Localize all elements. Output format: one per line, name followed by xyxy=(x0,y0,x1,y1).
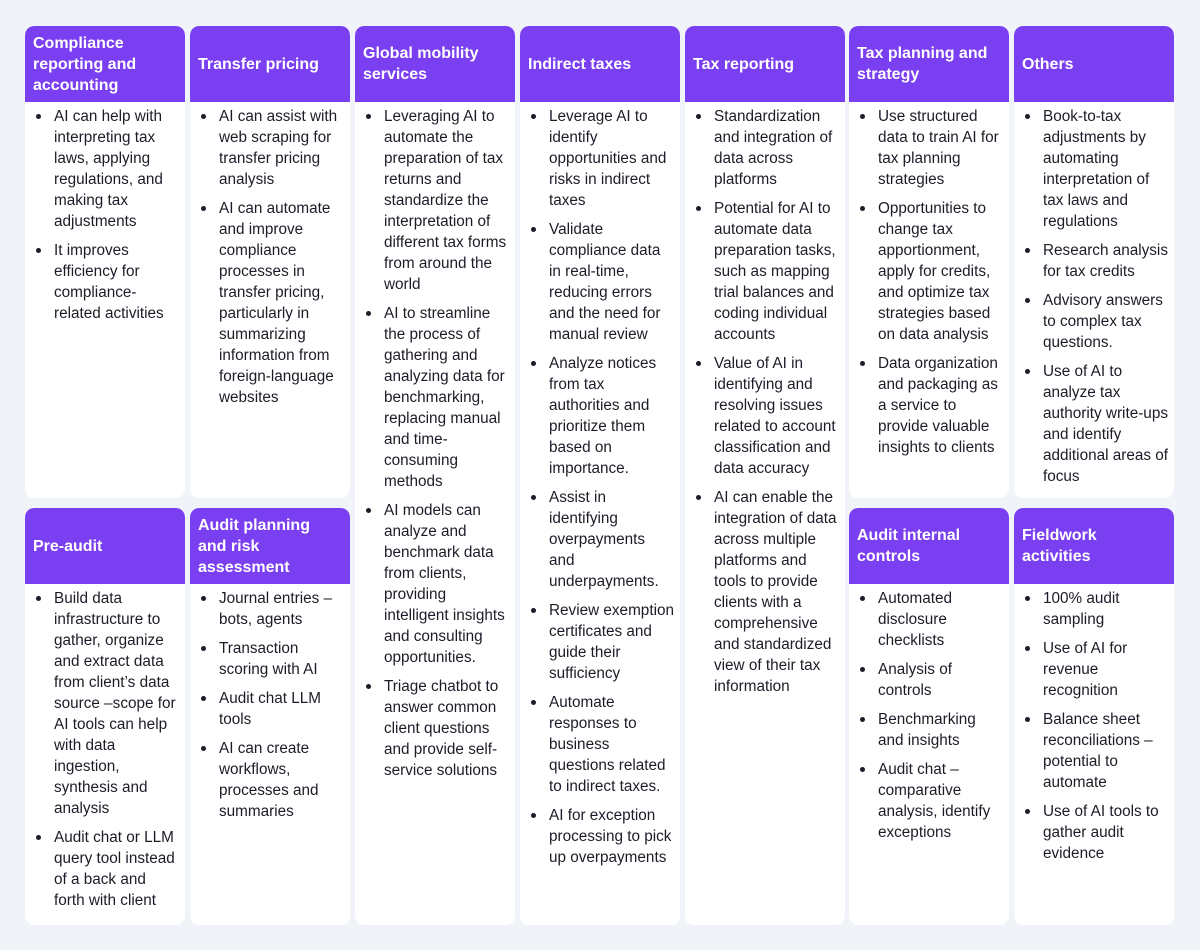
list-item: Potential for AI to automate data preparation tasks, such as mapping trial balances and coding individual accounts xyxy=(693,198,839,345)
list-item: Audit chat or LLM query tool instead of a back and forth with client xyxy=(33,827,179,911)
list-item: Validate compliance data in real-time, reducing errors and the need for manual review xyxy=(528,219,674,345)
list-item: AI can enable the integration of data across multiple platforms and tools to provide clients with a comprehensive and standardized view of their tax information xyxy=(693,487,839,697)
card-global-mobility xyxy=(355,26,515,925)
list-item: AI models can analyze and benchmark data from clients, providing intelligent insights and consulting opportunities. xyxy=(363,500,509,668)
card-title: Pre-audit xyxy=(25,508,185,584)
list-item: Assist in identifying overpayments and underpayments. xyxy=(528,487,674,592)
list-item: Review exemption certificates and guide their sufficiency xyxy=(528,600,674,684)
card-title: Indirect taxes xyxy=(520,26,680,102)
list-item: AI can help with interpreting tax laws, applying regulations, and making tax adjustments xyxy=(33,106,179,232)
list-item: Build data infrastructure to gather, organize and extract data from client’s data source –scope for AI tools can help with data ingestion, synthesis and analysis xyxy=(33,588,179,819)
item-list xyxy=(1022,106,1168,487)
list-item: Opportunities to change tax apportionment, apply for credits, and optimize tax strategies based on data analysis xyxy=(857,198,1003,345)
list-item: AI for exception processing to pick up overpayments xyxy=(528,805,674,868)
card-title: Audit internal controls xyxy=(849,508,1009,584)
list-item: It improves efficiency for compliance-related activities xyxy=(33,240,179,324)
card-audit-internal-controls xyxy=(849,508,1009,925)
list-item: Use of AI for revenue recognition xyxy=(1022,638,1168,701)
card-indirect-taxes xyxy=(520,26,680,925)
card-fieldwork-activities xyxy=(1014,508,1174,925)
list-item: Standardization and integration of data across platforms xyxy=(693,106,839,190)
card-transfer-pricing xyxy=(190,26,350,498)
list-item: Triage chatbot to answer common client questions and provide self-service solutions xyxy=(363,676,509,781)
list-item: AI can create workflows, processes and summaries xyxy=(198,738,344,822)
card-title: Tax planning and strategy xyxy=(849,26,1009,102)
list-item: Data organization and packaging as a service to provide valuable insights to clients xyxy=(857,353,1003,458)
item-list xyxy=(198,106,344,408)
card-title: Transfer pricing xyxy=(190,26,350,102)
item-list xyxy=(1022,588,1168,864)
list-item: Use of AI to analyze tax authority write-ups and identify additional areas of focus xyxy=(1022,361,1168,487)
item-list xyxy=(857,588,1003,843)
item-list xyxy=(33,588,179,911)
card-audit-planning xyxy=(190,508,350,925)
list-item: Leveraging AI to automate the preparation of tax returns and standardize the interpretation of different tax forms from around the world xyxy=(363,106,509,295)
list-item: 100% audit sampling xyxy=(1022,588,1168,630)
list-item: Analyze notices from tax authorities and prioritize them based on importance. xyxy=(528,353,674,479)
card-tax-planning xyxy=(849,26,1009,498)
list-item: Leverage AI to identify opportunities and risks in indirect taxes xyxy=(528,106,674,211)
card-pre-audit xyxy=(25,508,185,925)
list-item: Analysis of controls xyxy=(857,659,1003,701)
item-list xyxy=(857,106,1003,458)
list-item: Automated disclosure checklists xyxy=(857,588,1003,651)
list-item: AI can automate and improve compliance processes in transfer pricing, particularly in summarizing information from foreign-language websites xyxy=(198,198,344,408)
list-item: Benchmarking and insights xyxy=(857,709,1003,751)
list-item: Transaction scoring with AI xyxy=(198,638,344,680)
item-list xyxy=(528,106,674,868)
list-item: Advisory answers to complex tax questions. xyxy=(1022,290,1168,353)
item-list xyxy=(363,106,509,781)
list-item: Research analysis for tax credits xyxy=(1022,240,1168,282)
list-item: Automate responses to business questions related to indirect taxes. xyxy=(528,692,674,797)
card-others xyxy=(1014,26,1174,498)
card-title: Global mobility services xyxy=(355,26,515,102)
list-item: Book-to-tax adjustments by automating interpretation of tax laws and regulations xyxy=(1022,106,1168,232)
item-list xyxy=(33,106,179,324)
list-item: Use structured data to train AI for tax planning strategies xyxy=(857,106,1003,190)
card-title: Compliance reporting and accounting xyxy=(25,26,185,102)
card-title: Fieldwork activities xyxy=(1014,508,1174,584)
list-item: Audit chat LLM tools xyxy=(198,688,344,730)
list-item: Value of AI in identifying and resolving issues related to account classification and data accuracy xyxy=(693,353,839,479)
list-item: AI can assist with web scraping for transfer pricing analysis xyxy=(198,106,344,190)
item-list xyxy=(198,588,344,822)
list-item: Balance sheet reconciliations – potential to automate xyxy=(1022,709,1168,793)
card-title: Audit planning and risk assessment xyxy=(190,508,350,584)
card-title: Others xyxy=(1014,26,1174,102)
list-item: Audit chat – comparative analysis, identify exceptions xyxy=(857,759,1003,843)
list-item: Journal entries – bots, agents xyxy=(198,588,344,630)
card-compliance-reporting xyxy=(25,26,185,498)
card-title: Tax reporting xyxy=(685,26,845,102)
card-tax-reporting xyxy=(685,26,845,925)
item-list xyxy=(693,106,839,697)
list-item: AI to streamline the process of gathering and analyzing data for benchmarking, replacing manual and time-consuming methods xyxy=(363,303,509,492)
list-item: Use of AI tools to gather audit evidence xyxy=(1022,801,1168,864)
